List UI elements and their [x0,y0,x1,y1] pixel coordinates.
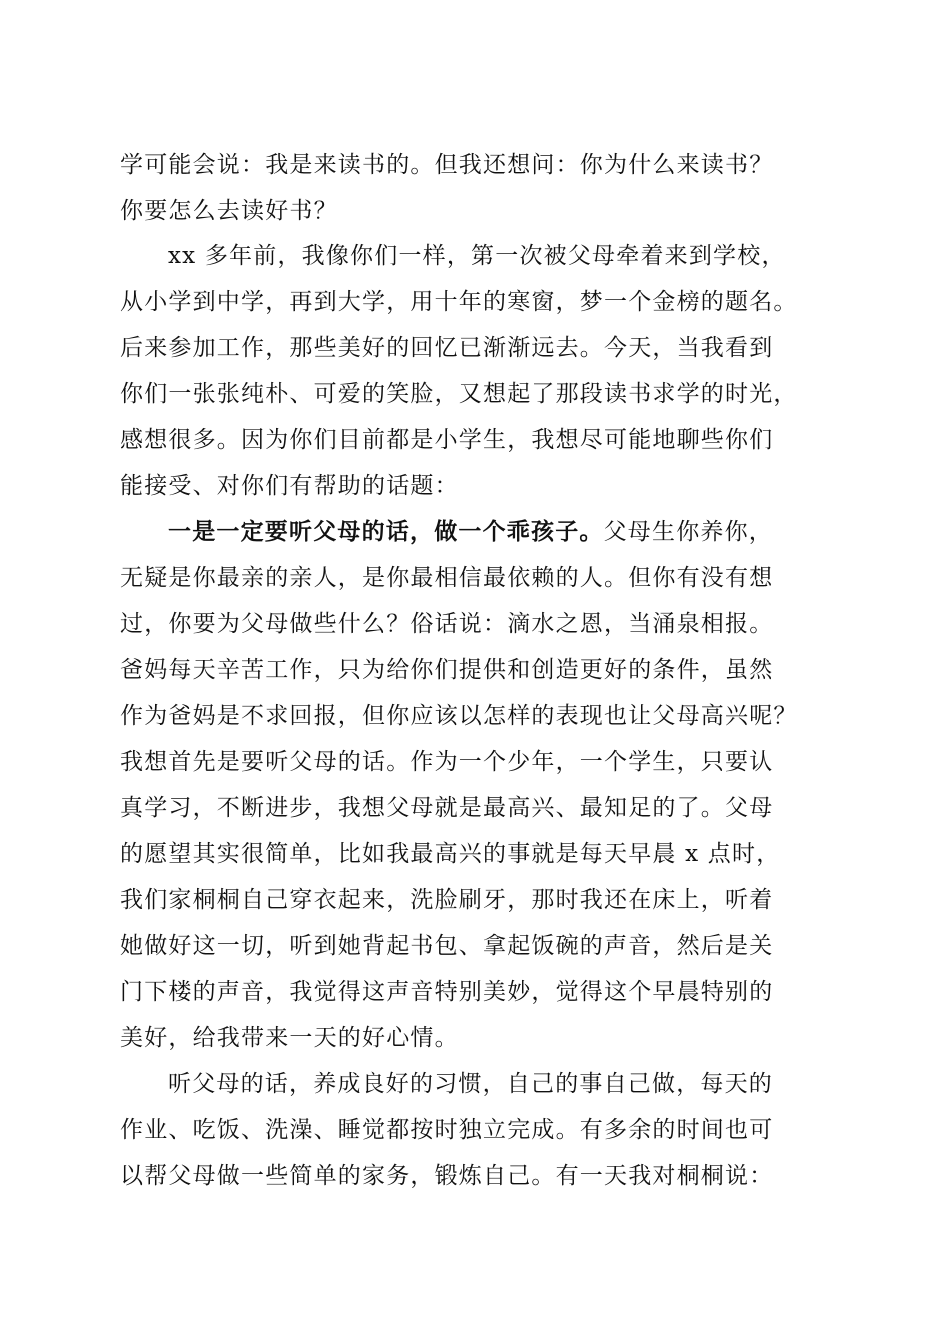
heading-continuation: 父母生你养你， [603,519,774,545]
text-line: 你们一张张纯朴、可爱的笑脸，又想起了那段读书求学的时光， [120,381,798,407]
text-line: 以帮父母做一些简单的家务，锻炼自己。有一天我对桐桐说： [120,1163,774,1189]
text-line: 的愿望其实很简单，比如我最高兴的事就是每天早晨 x 点时， [120,841,781,867]
text-line: 你要怎么去读好书？ [120,198,338,224]
paragraph-start: 听父母的话，养成良好的习惯，自己的事自己做，每天的 [168,1071,773,1097]
text-line: 作为爸妈是不求回报，但你应该以怎样的表现也让父母高兴呢？ [120,703,798,729]
section-heading-line [168,512,835,552]
text-line: 学可能会说：我是来读书的。但我还想问：你为什么来读书？ [120,152,774,178]
text-line: 后来参加工作，那些美好的回忆已渐渐远去。今天，当我看到 [120,335,774,361]
text-line: 门下楼的声音，我觉得这声音特别美妙，觉得这个早晨特别的 [120,979,774,1005]
paragraph-start: xx 多年前，我像你们一样，第一次被父母牵着来到学校， [168,243,786,269]
text-line: 从小学到中学，再到大学，用十年的寒窗，梦一个金榜的题名。 [120,289,798,315]
text-line: 能接受、对你们有帮助的话题： [120,473,459,499]
text-line: 她做好这一切，听到她背起书包、拿起饭碗的声音，然后是关 [120,933,774,959]
text-line: 真学习，不断进步，我想父母就是最高兴、最知足的了。父母 [120,795,774,821]
text-line: 感想很多。因为你们目前都是小学生，我想尽可能地聊些你们 [120,427,774,453]
bold-heading: 一是一定要听父母的话，做一个乖孩子。 [168,518,604,545]
text-line: 我想首先是要听父母的话。作为一个少年，一个学生，只要认 [120,749,774,775]
text-line: 无疑是你最亲的亲人，是你最相信最依赖的人。但你有没有想 [120,565,774,591]
text-line: 过，你要为父母做些什么？俗话说：滴水之恩，当涌泉相报。 [120,611,774,637]
text-line: 作业、吃饭、洗澡、睡觉都按时独立完成。有多余的时间也可 [120,1117,774,1143]
text-line: 美好，给我带来一天的好心情。 [120,1025,459,1051]
text-line: 我们家桐桐自己穿衣起来，洗脸刷牙，那时我还在床上，听着 [120,887,774,913]
text-line: 爸妈每天辛苦工作，只为给你们提供和创造更好的条件，虽然 [120,657,774,683]
